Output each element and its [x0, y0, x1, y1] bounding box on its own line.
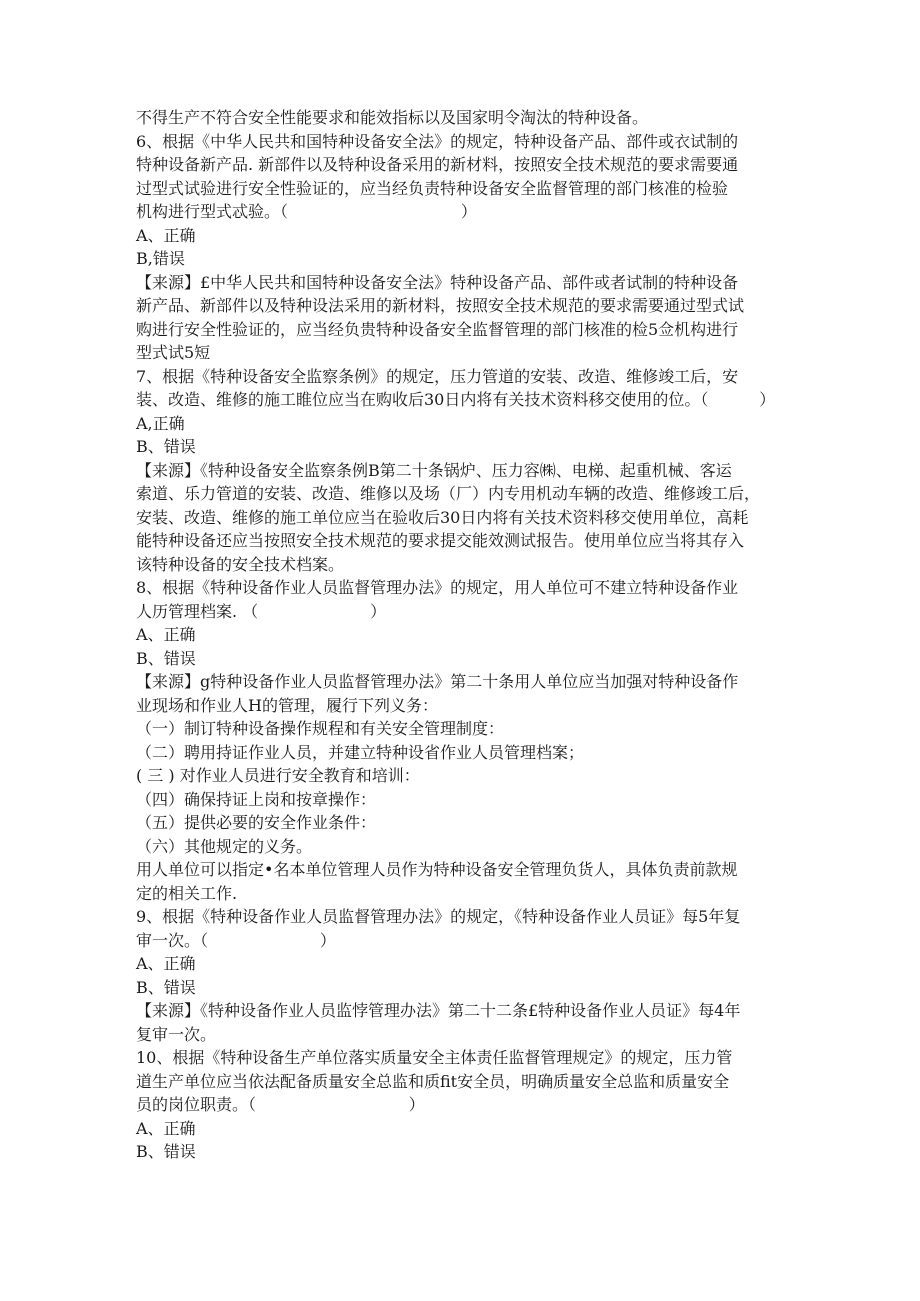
text-line: 用人单位可以指定•名本单位管理人员作为特种设备安全管理负货人，具体负责前款规 [136, 860, 738, 879]
option-a: A、正确 [136, 625, 196, 644]
list-item: （五）提供必要的安全作业条件： [136, 813, 377, 832]
text-line: 人历管理档案. （ ） [136, 601, 387, 621]
question-10-line: 10、根据《特种设备生产单位落实质量安全主体责任监督管理规定》的规定，压力管 [136, 1048, 733, 1067]
text-line: 型式试5短 [136, 343, 211, 362]
list-item: （四）确保持证上岗和按章操作： [136, 789, 377, 809]
option-a: A、正确 [136, 1118, 196, 1138]
question-8-line: 8、根据《特种设备作业人员监督管理办法》的规定，用人单位可不建立特种设备作业 [136, 578, 739, 597]
option-a: A,正确 [136, 413, 185, 433]
text-line: 道生产单位应当依法配备质量安全总监和质fit安全员，明确质量安全总监和质量安全 [136, 1071, 730, 1091]
text-line: 机构进行型式忒验。（ ） [136, 202, 477, 221]
text-line: 该特种设备的安全技术档案。 [136, 554, 345, 574]
text-line: 安装、改造、维修的施工单位应当在验收后30日内将有关技术资料移交使用单位，高耗 [136, 507, 749, 527]
document-page [136, 106, 796, 1164]
text-line: 装、改造、维修的施工睢位应当在购收后30日内将有关技术资料移交使用的位。（ ） [136, 390, 776, 409]
text-line: 复审一次。 [136, 1024, 217, 1044]
question-6-line: 6、根据《中华人民共和国特种设备安全法》的规定，特种设备产品、部件或衣试制的 [136, 131, 739, 151]
list-item: （六）其他规定的义务。 [136, 836, 313, 856]
source-note: 【来源】£中华人民共和国特种设备安全法》特种设备产品、部件或者试制的特种设备 [136, 272, 739, 292]
question-9-line: 9、根据《特种设备作业人员监督管理办法》的规定，《特种设备作业人员证》每5年复 [136, 907, 741, 926]
option-a: A、正确 [136, 225, 196, 245]
text-line: 新产品、新部件以及特种设法采用的新材料，按照安全技术规范的要求需要通过型式试 [136, 296, 745, 315]
text-line: 特种设备新产品. 新部件以及特种设备采用的新材料，按照安全技术规范的要求需要通 [136, 155, 739, 174]
option-b: B,错误 [136, 249, 185, 268]
text-line: 员的岗位职责。（ ） [136, 1095, 425, 1114]
text-line: 索道、乐力管道的安装、改造、维修以及场（厂）内专用机动车辆的改造、维修竣工后， [136, 484, 761, 503]
list-item: （二）聘用持证作业人员，并建立特种设省作业人员管理档案； [136, 742, 585, 762]
option-b: B、错误 [136, 1142, 196, 1161]
option-b: B、错误 [136, 977, 196, 997]
option-b: B、错误 [136, 648, 196, 668]
question-7-line: 7、根据《特种设备安全监察条例》的规定，压力管道的安装、改造、维修竣工后，安 [136, 366, 739, 386]
text-line: 不得生产不符合安全性能要求和能效指标以及国家明令淘汰的特种设备。 [136, 108, 649, 127]
source-note: 【来源】g特种设备作业人员监督管理办法》第二十条用人单位应当加强对特种设备作 [136, 672, 739, 691]
text-line: 过型式试验进行安全性验证的，应当经负责特种设备安全监督管理的部门核准的检验 [136, 178, 729, 198]
list-item: （一）制订特种设备操作规程和有关安全管理制度： [136, 719, 505, 738]
option-b: B、错误 [136, 437, 196, 456]
option-a: A、正确 [136, 954, 196, 973]
text-line: 审一次。（ ） [136, 930, 336, 950]
text-line: 能特种设备还应当按照安全技术规范的要求提交能效测试报告。使用单位应当将其存入 [136, 531, 745, 550]
source-note: 【来源】《特种设备作业人员监悖管理办法》第二十二条£特种设备作业人员证》每4年 [136, 1001, 741, 1020]
source-note: 【来源】《特种设备安全监察条例B第二十条锅炉、压力容㈱、电梯、起重机械、客运 [136, 460, 732, 480]
text-line: 定的相关工作. [136, 883, 238, 903]
text-line: 业现场和作业人H的管理，履行下列义务： [136, 695, 438, 715]
text-line: 购进行安全性验证的，应当经负贵特种设备安全监督管理的部门核准的检5佥机构进行 [136, 319, 739, 339]
list-item: ( 三 ) 对作业人员进行安全教育和培训： [136, 766, 420, 785]
